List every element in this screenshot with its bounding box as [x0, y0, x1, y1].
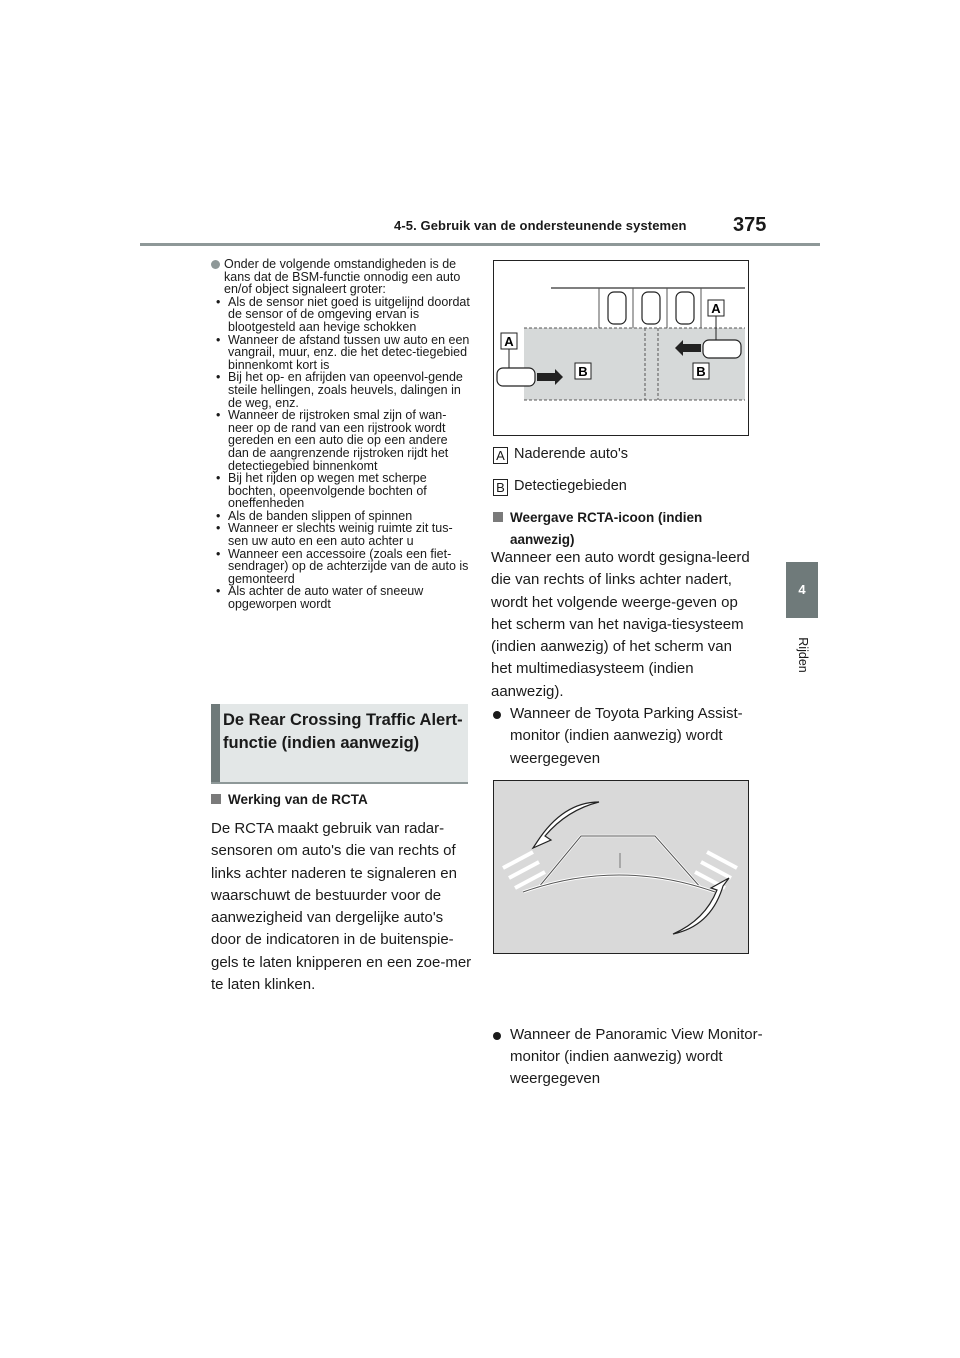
square-bullet-icon: [211, 794, 221, 804]
rcta-body: De RCTA maakt gebruik van radar-sensoren om auto's die van rechts of links achter naderen te signaleren en waarschuwt de bestuurder voor de aanwezigheid van dergelijke auto's door de indicatoren in de buitenspie-gels te laten knipperen en een zoe-mer te laten klinken.: [211, 820, 472, 994]
chapter-label: Rijden: [796, 637, 810, 673]
bullet-panoramic-view: [493, 1024, 772, 1091]
bullet-parking-assist: [493, 703, 772, 770]
bsm-note: [211, 258, 471, 611]
note-list-item: • Als de banden slippen of spinnen: [211, 510, 471, 523]
legend-text-b: Detectiegebieden: [514, 478, 627, 494]
fig1-label-a-right: A: [711, 301, 721, 316]
fig1-label-a-left: A: [504, 334, 514, 349]
bullet-parking-assist-text: Wanneer de Toyota Parking Assist-monitor (indien aanwezig) wordt weergegeven: [510, 705, 743, 767]
section-heading-bar: [211, 704, 220, 782]
note-intro: Onder de volgende omstandigheden is de kans dat de BSM-functie onnodig een auto en/of object signaleert groter:: [224, 257, 461, 297]
icon-subheading-line2: aanwezig): [510, 532, 575, 547]
square-bullet-icon: [493, 512, 503, 522]
chapter-tab: 4: [786, 562, 818, 618]
legend-key-a: A: [493, 447, 508, 464]
fig1-label-b-right: B: [696, 364, 706, 379]
bullet-dot-icon: [493, 1032, 501, 1040]
note-list: [211, 296, 471, 611]
note-list-item: • Bij het rijden op wegen met scherpe bochten, opeenvolgende bochten of oneffenheden: [211, 472, 471, 510]
icon-body: Wanneer een auto wordt gesigna-leerd die van rechts of links achter nadert, wordt het volgende weerge-geven op het scherm van het naviga-tiesysteem (indien aanwezig) of het scherm van het multimediasysteem (indien aanwezig).: [491, 549, 750, 700]
note-list-item: • Als de sensor niet goed is uitgelijnd doordat de sensor of de omgeving ervan is blootgesteld aan hevige schokken: [211, 296, 471, 334]
note-list-item: • Wanneer er slechts weinig ruimte zit tus-sen uw auto en een auto achter u: [211, 522, 471, 547]
rcta-subheading-row: [211, 792, 368, 807]
note-list-item: • Als achter de auto water of sneeuw opgeworpen wordt: [211, 585, 471, 610]
bullet-panoramic-view-text: Wanneer de Panoramic View Monitor-monitor (indien aanwezig) wordt weergegeven: [510, 1025, 763, 1088]
rcta-screen-figure: [493, 780, 749, 954]
legend-item-a: [493, 446, 628, 464]
header-divider: [140, 243, 820, 246]
note-list-item: • Wanneer een accessoire (zoals een fiet-sendrager) op de achterzijde van de auto is gemonteerd: [211, 548, 471, 586]
note-list-item: • Wanneer de rijstroken smal zijn of wan-neer op de rand van een rijstrook wordt gereden en een auto die op een andere dan de aangrenzende rijstroken rijdt het detectiegebied binnenkomt: [211, 409, 471, 472]
legend-item-b: [493, 478, 627, 496]
section-title: 4-5. Gebruik van de ondersteunende systemen: [394, 218, 687, 233]
note-list-item: • Bij het op- en afrijden van opeenvol-gende steile hellingen, zoals heuvels, dalingen in de weg, enz.: [211, 371, 471, 409]
note-dot-icon: [211, 260, 220, 269]
section-heading: De Rear Crossing Traffic Alert-functie (indien aanwezig): [223, 711, 463, 752]
legend-key-b: B: [493, 479, 508, 496]
icon-subheading: [493, 507, 753, 551]
detection-area-figure: [493, 260, 749, 436]
rcta-subheading: Werking van de RCTA: [228, 792, 368, 807]
legend-text-a: Naderende auto's: [514, 446, 629, 462]
section-heading-rule: [211, 782, 468, 784]
icon-subheading-line1: Weergave RCTA-icoon (indien: [510, 510, 703, 525]
bullet-dot-icon: [493, 711, 501, 719]
fig1-label-b-left: B: [578, 364, 588, 379]
note-list-item: • Wanneer de afstand tussen uw auto en een vangrail, muur, enz. die het detec-tiegebied binnenkomt kort is: [211, 334, 471, 372]
page-number: 375: [733, 214, 767, 236]
